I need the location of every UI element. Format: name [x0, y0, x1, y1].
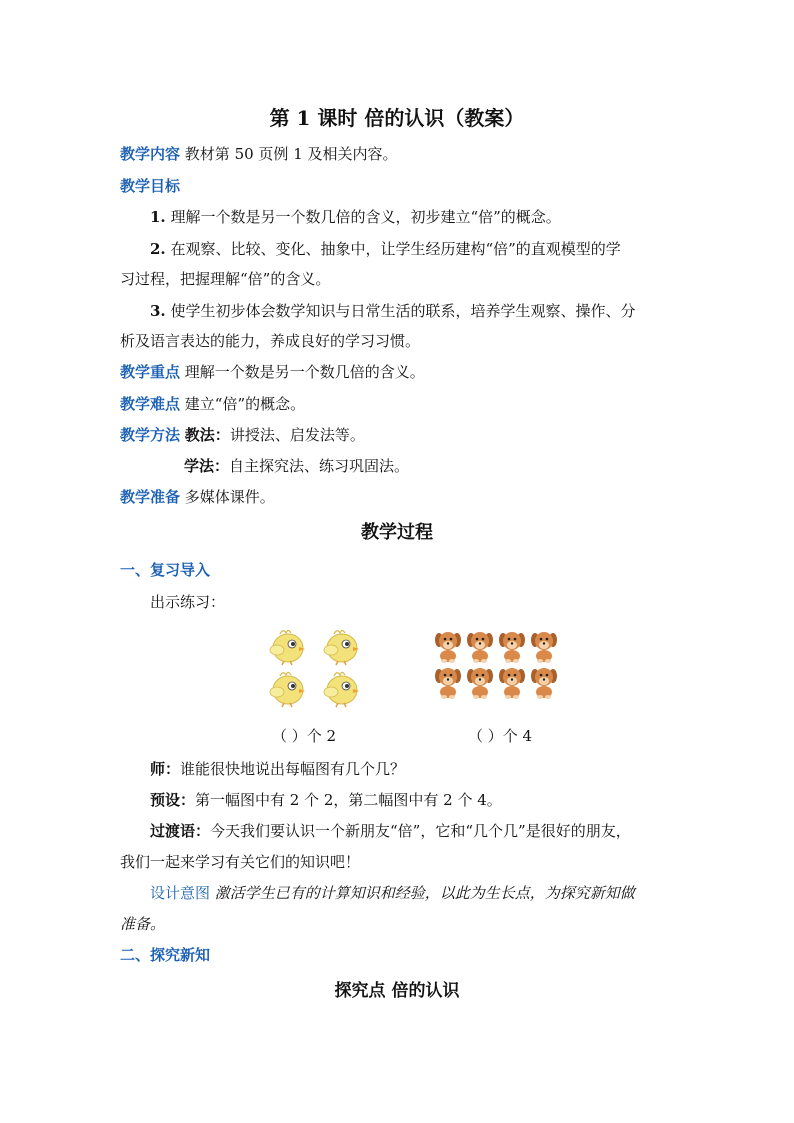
teacher-text: 谁能很快地说出每幅图有几个几？	[180, 760, 406, 778]
teacher-row	[150, 757, 710, 781]
content-text: 教材第 50 页例 1 及相关内容。	[184, 145, 398, 163]
fig2-caption: （ ）个 4	[468, 727, 533, 745]
goal-1-line1	[150, 205, 710, 229]
teach-method-text: 讲授法、启发法等。	[229, 426, 365, 444]
goal-2-line1	[150, 237, 710, 261]
goal-3-number: 3.	[150, 302, 166, 320]
goal-1-text: 理解一个数是另一个数几倍的含义，初步建立“倍”的概念。	[170, 208, 561, 226]
chick-icon	[324, 673, 359, 708]
goal-3-text: 使学生初步体会数学知识与日常生活的联系，培养学生观察、操作、分	[170, 302, 636, 320]
transition-text: 今天我们要认识一个新朋友“倍”，它和“几个几”是很好的朋友，	[210, 822, 631, 840]
design-text: 激活学生已有的计算知识和经验，以此为生长点，为探究新知做	[214, 884, 635, 902]
prep-label: 教学准备	[120, 488, 181, 506]
section1-heading: 一、复习导入	[120, 561, 211, 579]
learn-method-label: 学法：	[184, 457, 230, 475]
difficulty-label: 教学难点	[120, 395, 181, 413]
puppies-figure	[432, 628, 562, 700]
learn-method-text: 自主探究法、练习巩固法。	[229, 457, 410, 475]
content-row	[120, 142, 680, 166]
key-point-label: 教学重点	[120, 363, 181, 381]
section2-heading: 二、探究新知	[120, 946, 211, 964]
chick-icon	[324, 631, 359, 666]
teacher-label: 师：	[150, 760, 181, 778]
method-label: 教学方法	[120, 426, 181, 444]
section2-subheading: 探究点 倍的认识	[334, 981, 460, 1001]
goal-2-line2: 习过程，把握理解“倍”的含义。	[120, 270, 331, 288]
preset-row	[150, 788, 710, 812]
chick-icon	[270, 673, 305, 708]
key-point-text: 理解一个数是另一个数几倍的含义。	[184, 363, 425, 381]
design-label: 设计意图	[150, 884, 211, 902]
prep-row	[120, 485, 680, 509]
goal-3-line1	[150, 299, 710, 323]
difficulty-row	[120, 392, 680, 416]
difficulty-text: 建立“倍”的概念。	[184, 395, 306, 413]
preset-label: 预设：	[150, 791, 196, 809]
method-row	[120, 423, 680, 447]
goals-label: 教学目标	[120, 177, 181, 195]
chicks-figure	[266, 624, 366, 708]
prep-text: 多媒体课件。	[184, 488, 275, 506]
transition-label: 过渡语：	[150, 822, 211, 840]
goal-2-text: 在观察、比较、变化、抽象中，让学生经历建构“倍”的直观模型的学	[170, 240, 621, 258]
section2-heading-row	[120, 943, 680, 967]
goal-1-number: 1.	[150, 208, 166, 226]
transition-line2: 我们一起来学习有关它们的知识吧！	[120, 853, 361, 871]
content-label: 教学内容	[120, 145, 181, 163]
chick-icon	[270, 631, 305, 666]
design-row	[150, 881, 710, 905]
show-exercise: 出示练习：	[150, 593, 226, 611]
goal-3-line2: 析及语言表达的能力，养成良好的学习习惯。	[120, 332, 421, 350]
page-title: 第 1 课时 倍的认识（教案）	[269, 106, 525, 130]
key-point-row	[120, 360, 680, 384]
transition-row	[150, 819, 710, 843]
goals-label-row	[120, 174, 680, 198]
process-title: 教学过程	[361, 522, 433, 543]
teach-method-label: 教法：	[184, 426, 230, 444]
fig1-caption: （ ）个 2	[272, 727, 337, 745]
learn-method-row	[184, 454, 744, 478]
goal-2-number: 2.	[150, 240, 166, 258]
preset-text: 第一幅图中有 2 个 2，第二幅图中有 2 个 4。	[195, 791, 502, 809]
design-line2: 准备。	[120, 915, 166, 933]
section1-heading-row	[120, 558, 680, 582]
